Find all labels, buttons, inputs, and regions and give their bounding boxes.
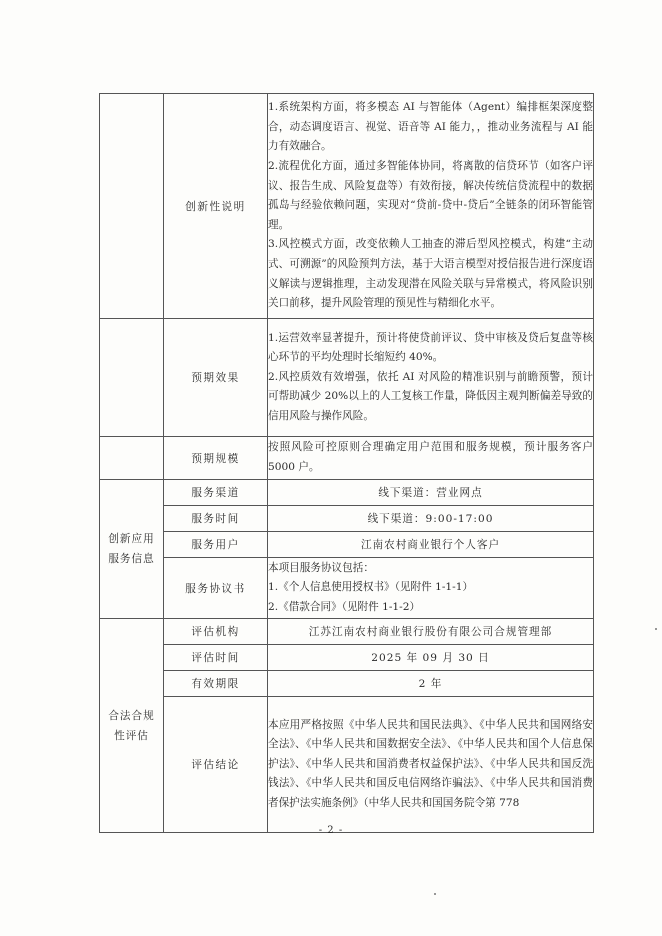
service-time-label: 服务时间: [164, 506, 268, 532]
compliance-section-text: 合法合规性评估: [108, 709, 155, 742]
assessment-date-row: [100, 645, 594, 671]
service-info-section-label: [100, 480, 164, 619]
innovation-desc-row: [100, 94, 594, 319]
assessment-org-value: 江苏江南农村商业银行股份有限公司合规管理部: [268, 619, 594, 645]
assessment-date-label: 评估时间: [164, 645, 268, 671]
assessment-conclusion-row: [100, 697, 594, 833]
assessment-conclusion-content: 本应用严格按照《中华人民共和国民法典》、《中华人民共和国网络安全法》、《中华人民共和国数据安全法》、《中华人民共和国个人信息保护法》、《中华人民共和国消费者权益保护法》、《中华人民共和国反洗钱法》、《中华人民共和国反电信网络诈骗法》、《中华人民共和国消费者保护法实施条例》（中华人民共和国国务院令第 778: [268, 697, 594, 833]
blank-section-cell: [100, 437, 164, 480]
service-agreement-intro: 本项目服务协议包括：: [268, 561, 374, 574]
service-users-row: [100, 532, 594, 558]
validity-period-row: [100, 671, 594, 697]
compliance-section-label: [100, 619, 164, 833]
expected-scale-content: 按照风险可控原则合理确定用户范围和服务规模，预计服务客户 5000 户。: [268, 437, 594, 480]
expected-effect-p2: 2.风控质效有效增强，依托 AI 对风险的精准识别与前瞻预警，预计可帮助减少 20%以上的人工复核工作量，降低因主观判断偏差导致的信用风险与操作风险。: [268, 370, 593, 422]
validity-period-value: 2 年: [268, 671, 594, 697]
service-agreement-label: 服务协议书: [164, 558, 268, 619]
page-number: - 2 -: [318, 825, 344, 836]
service-users-label: 服务用户: [164, 532, 268, 558]
expected-effect-p1: 1.运营效率显著提升，预计将使贷前评议、贷中审核及贷后复盘等核心环节的平均处理时长缩短约 40%。: [268, 331, 593, 364]
application-info-table: [99, 93, 594, 833]
expected-scale-row: [100, 437, 594, 480]
assessment-org-row: [100, 619, 594, 645]
blank-section-cell: [100, 94, 164, 319]
scan-speck: [434, 893, 436, 895]
validity-period-label: 有效期限: [164, 671, 268, 697]
service-info-section-text: 创新应用服务信息: [108, 533, 155, 565]
service-channel-value: 线下渠道：营业网点: [268, 480, 594, 506]
blank-section-cell: [100, 319, 164, 437]
service-agreement-row: [100, 558, 594, 619]
service-users-value: 江南农村商业银行个人客户: [268, 532, 594, 558]
assessment-date-value: 2025 年 09 月 30 日: [268, 645, 594, 671]
service-channel-row: [100, 480, 594, 506]
expected-effect-row: [100, 319, 594, 437]
scan-speck: [655, 628, 657, 630]
service-channel-label: 服务渠道: [164, 480, 268, 506]
service-agreement-content: [268, 558, 594, 619]
service-time-row: [100, 506, 594, 532]
assessment-org-label: 评估机构: [164, 619, 268, 645]
innovation-desc-p1: 1.系统架构方面，将多模态 AI 与智能体（Agent）编排框架深度整合，动态调度语言、视觉、语音等 AI 能力，，推动业务流程与 AI 能力有效融合。: [268, 101, 593, 153]
innovation-desc-label: 创新性说明: [164, 94, 268, 319]
service-agreement-item-1: 1.《个人信息使用授权书》（见附件 1-1-1）: [268, 581, 474, 594]
innovation-desc-p2: 2.流程优化方面，通过多智能体协同，将离散的信贷环节（如客户评议、报告生成、风险复盘等）有效衔接，解决传统信贷流程中的数据孤岛与经验依赖问题，实现对“贷前-贷中-贷后”全链条的闭环智能管理。: [268, 160, 593, 231]
expected-scale-label: 预期规模: [164, 437, 268, 480]
innovation-desc-p3: 3.风控模式方面，改变依赖人工抽查的滞后型风控模式，构建“主动式、可溯源”的风险预判方法，基于大语言模型对授信报告进行深度语义解读与逻辑推理，主动发现潜在风险关联与异常模式，将风险识别关口前移，提升风险管理的预见性与精细化水平。: [268, 238, 593, 310]
service-agreement-item-2: 2.《借款合同》（见附件 1-1-2）: [268, 600, 421, 613]
service-time-value: 线下渠道：9:00-17:00: [268, 506, 594, 532]
expected-effect-label: 预期效果: [164, 319, 268, 437]
expected-effect-content: [268, 319, 594, 437]
assessment-conclusion-label: 评估结论: [164, 697, 268, 833]
innovation-desc-content: [268, 94, 594, 319]
